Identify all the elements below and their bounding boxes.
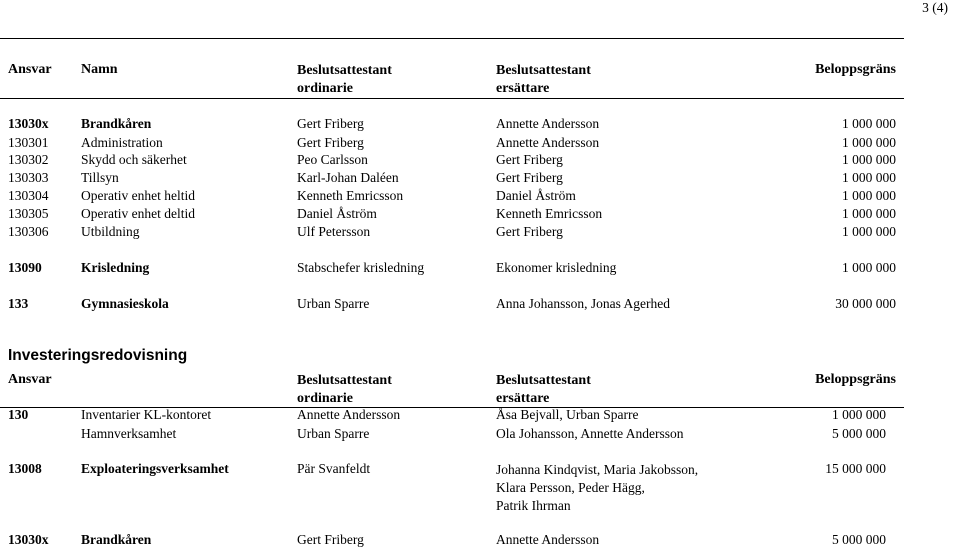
row-ersattare: Ekonomer krisledning bbox=[496, 260, 617, 275]
row-ordinarie: Daniel Åström bbox=[297, 206, 377, 221]
row-belopp: 1 000 000 bbox=[842, 170, 896, 185]
header-rule bbox=[0, 98, 904, 99]
header-ersattare bbox=[496, 62, 591, 98]
row-ordinarie: Karl-Johan Daléen bbox=[297, 170, 399, 185]
row-ordinarie: Gert Friberg bbox=[297, 532, 364, 547]
row-namn: Brandkåren bbox=[81, 116, 152, 131]
header-ersattare-line2: ersättare bbox=[496, 81, 550, 96]
row-ansvar: 130 bbox=[8, 407, 29, 422]
row-ansvar: 130305 bbox=[8, 206, 49, 221]
row-ersattare bbox=[496, 461, 698, 515]
row-ansvar: 130302 bbox=[8, 152, 49, 167]
row-ersattare-line: Patrik Ihrman bbox=[496, 498, 571, 513]
row-belopp: 1 000 000 bbox=[842, 152, 896, 167]
row-belopp: 1 000 000 bbox=[842, 188, 896, 203]
header-ordinarie-line2: ordinarie bbox=[297, 391, 353, 406]
row-namn: Operativ enhet deltid bbox=[81, 206, 195, 221]
section-title: Investeringsredovisning bbox=[8, 347, 188, 364]
row-ordinarie: Peo Carlsson bbox=[297, 152, 368, 167]
row-ordinarie: Urban Sparre bbox=[297, 426, 370, 441]
row-ersattare: Daniel Åström bbox=[496, 188, 576, 203]
header-ordinarie bbox=[297, 62, 392, 98]
row-ordinarie: Ulf Petersson bbox=[297, 224, 371, 239]
row-ersattare: Kenneth Emricsson bbox=[496, 206, 603, 221]
row-ansvar: 13090 bbox=[8, 260, 42, 275]
row-belopp: 1 000 000 bbox=[842, 206, 896, 221]
header-belopp: Beloppsgräns bbox=[815, 62, 896, 77]
row-ordinarie: Stabschefer krisledning bbox=[297, 260, 425, 275]
header-ersattare-line2: ersättare bbox=[496, 391, 550, 406]
row-ansvar: 130303 bbox=[8, 170, 49, 185]
row-namn: Administration bbox=[81, 135, 163, 150]
header-belopp: Beloppsgräns bbox=[815, 372, 896, 387]
row-belopp: 1 000 000 bbox=[842, 224, 896, 239]
header-ordinarie-line2: ordinarie bbox=[297, 81, 353, 96]
row-belopp: 30 000 000 bbox=[835, 296, 896, 311]
header-ordinarie bbox=[297, 372, 392, 408]
header-ansvar: Ansvar bbox=[8, 372, 52, 387]
row-namn: Inventarier KL-kontoret bbox=[81, 407, 212, 422]
row-ersattare: Gert Friberg bbox=[496, 152, 563, 167]
row-ersattare: Gert Friberg bbox=[496, 224, 563, 239]
row-ersattare: Ola Johansson, Annette Andersson bbox=[496, 426, 684, 441]
row-namn: Utbildning bbox=[81, 224, 140, 239]
row-ersattare: Anna Johansson, Jonas Agerhed bbox=[496, 296, 670, 311]
row-ersattare: Annette Andersson bbox=[496, 116, 600, 131]
row-ersattare: Annette Andersson bbox=[496, 532, 600, 547]
row-namn: Krisledning bbox=[81, 260, 150, 275]
row-ansvar: 130306 bbox=[8, 224, 49, 239]
row-belopp: 1 000 000 bbox=[842, 116, 896, 131]
row-belopp: 5 000 000 bbox=[832, 532, 886, 547]
header-ordinarie-line1: Beslutsattestant bbox=[297, 373, 392, 388]
row-ordinarie: Kenneth Emricsson bbox=[297, 188, 404, 203]
row-belopp: 1 000 000 bbox=[842, 135, 896, 150]
row-ersattare: Gert Friberg bbox=[496, 170, 563, 185]
row-belopp: 1 000 000 bbox=[832, 407, 886, 422]
header-ansvar: Ansvar bbox=[8, 62, 52, 77]
header-ersattare bbox=[496, 372, 591, 408]
row-belopp: 5 000 000 bbox=[832, 426, 886, 441]
row-namn: Skydd och säkerhet bbox=[81, 152, 187, 167]
row-ansvar: 130301 bbox=[8, 135, 49, 150]
row-namn: Gymnasieskola bbox=[81, 296, 169, 311]
row-namn: Exploateringsverksamhet bbox=[81, 461, 229, 476]
row-ansvar: 13008 bbox=[8, 461, 42, 476]
row-belopp: 15 000 000 bbox=[825, 461, 886, 476]
row-namn: Brandkåren bbox=[81, 532, 152, 547]
header-namn: Namn bbox=[81, 62, 118, 77]
row-ordinarie: Urban Sparre bbox=[297, 296, 370, 311]
row-ersattare-line: Johanna Kindqvist, Maria Jakobsson, bbox=[496, 462, 699, 477]
row-ersattare-line: Klara Persson, Peder Hägg, bbox=[496, 480, 645, 495]
row-ansvar: 13030x bbox=[8, 532, 49, 547]
row-ersattare: Annette Andersson bbox=[496, 135, 600, 150]
header-ersattare-line1: Beslutsattestant bbox=[496, 373, 591, 388]
row-namn: Tillsyn bbox=[81, 170, 119, 185]
row-ansvar: 130304 bbox=[8, 188, 49, 203]
row-namn: Hamnverksamhet bbox=[81, 426, 177, 441]
header-ordinarie-line1: Beslutsattestant bbox=[297, 63, 392, 78]
row-ordinarie: Gert Friberg bbox=[297, 116, 364, 131]
page-number: 3 (4) bbox=[922, 0, 948, 15]
row-ansvar: 13030x bbox=[8, 116, 49, 131]
row-ordinarie: Pär Svanfeldt bbox=[297, 461, 371, 476]
top-rule bbox=[0, 38, 904, 39]
row-belopp: 1 000 000 bbox=[842, 260, 896, 275]
row-ordinarie: Gert Friberg bbox=[297, 135, 364, 150]
row-ansvar: 133 bbox=[8, 296, 29, 311]
row-ersattare: Åsa Bejvall, Urban Sparre bbox=[496, 407, 639, 422]
header-ersattare-line1: Beslutsattestant bbox=[496, 63, 591, 78]
row-ordinarie: Annette Andersson bbox=[297, 407, 401, 422]
row-namn: Operativ enhet heltid bbox=[81, 188, 195, 203]
